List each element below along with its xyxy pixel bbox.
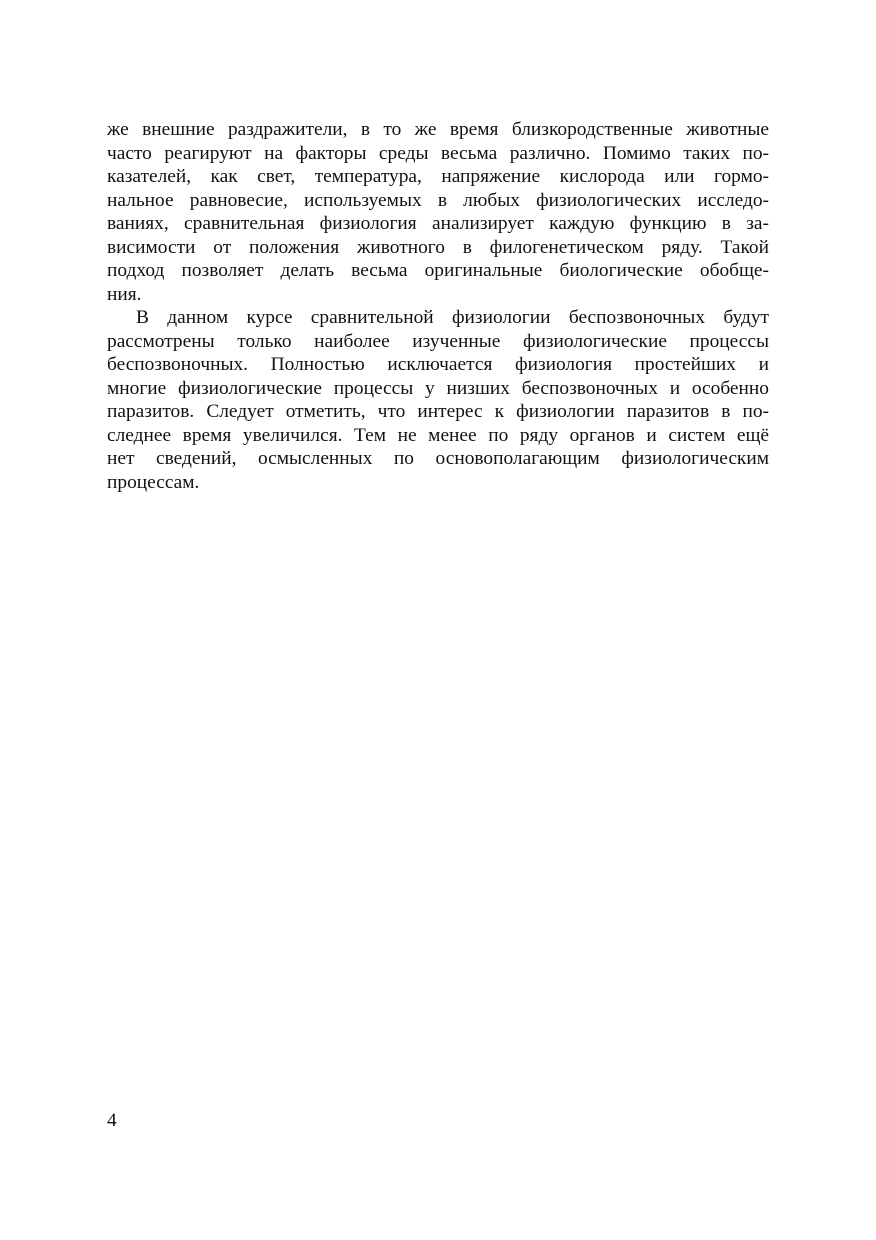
text-line: подход позволяет делать весьма оригинальные биологические обобще- bbox=[107, 260, 769, 281]
text-line: казателей, как свет, температура, напряжение кислорода или гормо- bbox=[107, 166, 769, 187]
text-line: рассмотрены только наиболее изученные физиологические процессы bbox=[107, 330, 769, 352]
text-line: висимости от положения животного в филогенетическом ряду. Такой bbox=[107, 236, 769, 258]
body-text bbox=[107, 118, 769, 494]
text-line: следнее время увеличился. Тем не менее по ряду органов и систем ещё bbox=[107, 424, 769, 446]
text-line: нальное равновесие, используемых в любых физиологических исследо- bbox=[107, 189, 769, 211]
text-line: часто реагируют на факторы среды весьма различно. Помимо таких по- bbox=[107, 142, 769, 164]
text-line: ваниях, сравнительная физиология анализирует каждую функцию в за- bbox=[107, 213, 769, 234]
text-line: процессам. bbox=[107, 471, 200, 493]
page-number: 4 bbox=[107, 1110, 117, 1131]
text-line: нет сведений, осмысленных по основополагающим физиологическим bbox=[107, 448, 769, 469]
text-line: же внешние раздражители, в то же время близкородственные животные bbox=[107, 119, 769, 140]
text-line: многие физиологические процессы у низших беспозвоночных и особенно bbox=[107, 377, 769, 399]
text-line: В данном курсе сравнительной физиологии беспозвоночных будут bbox=[136, 307, 769, 328]
text-line: ния. bbox=[107, 283, 142, 305]
text-line: беспозвоночных. Полностью исключается физиология простейших и bbox=[107, 354, 769, 375]
text-line: паразитов. Следует отметить, что интерес к физиологии паразитов в по- bbox=[107, 401, 769, 422]
